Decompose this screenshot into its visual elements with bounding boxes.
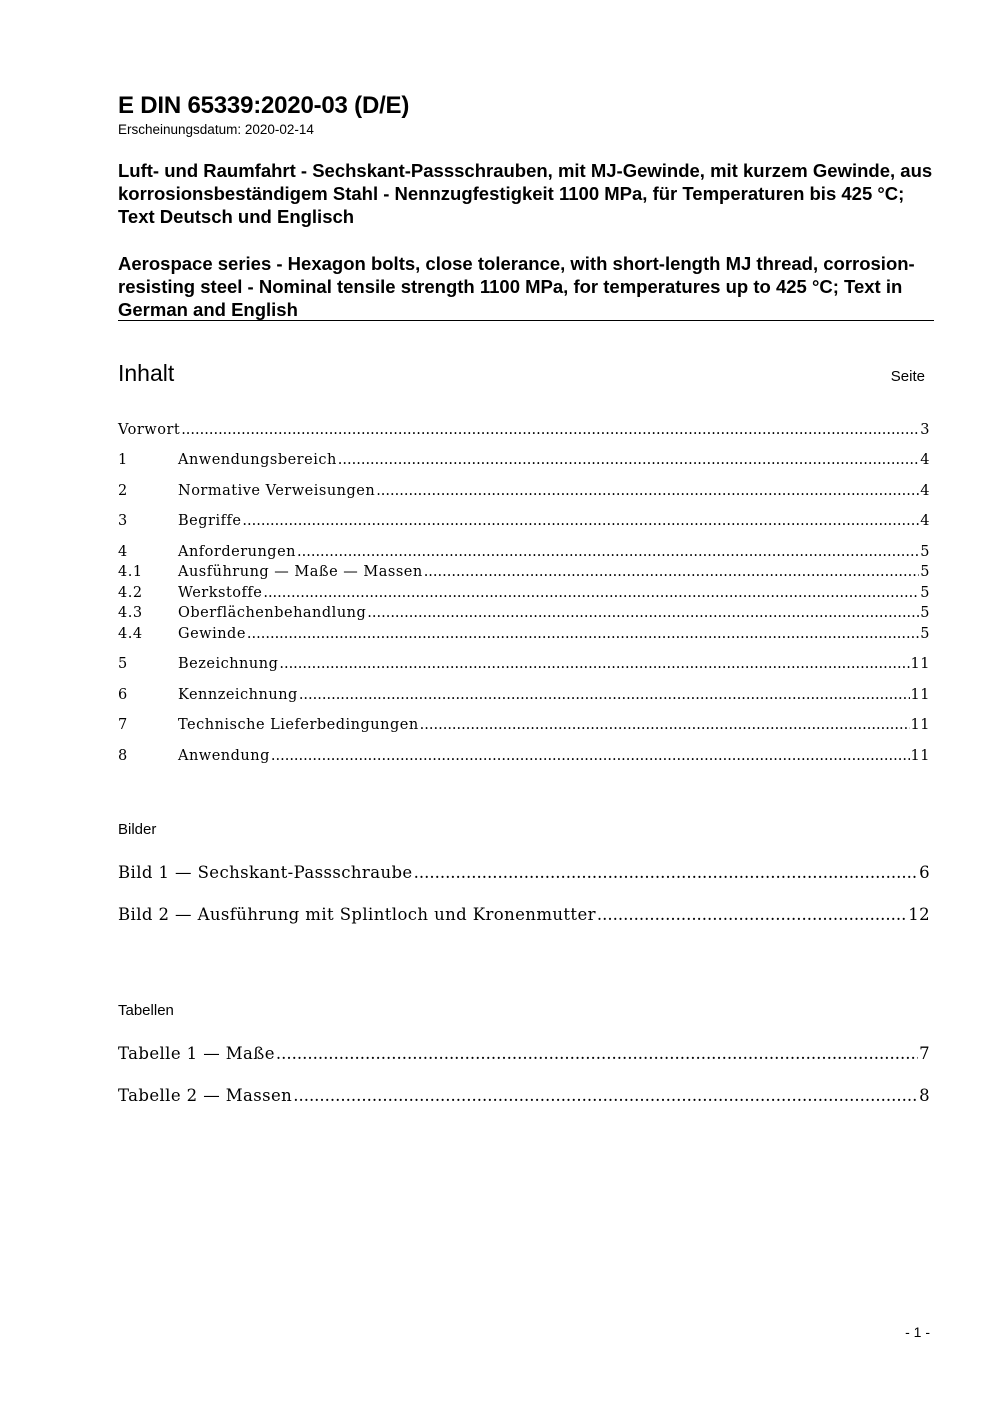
toc-leader <box>276 1044 918 1063</box>
toc-leader <box>293 1086 918 1105</box>
toc-entry[interactable] <box>118 479 930 499</box>
figures-heading: Bilder <box>118 821 157 838</box>
toc-leader <box>597 905 907 924</box>
toc-leader <box>376 483 919 499</box>
publication-date: Erscheinungsdatum: 2020-02-14 <box>118 122 314 137</box>
toc-leader <box>181 422 919 438</box>
toc-entry-text: Vorwort <box>118 422 181 438</box>
toc-leader <box>297 544 919 560</box>
toc-page-label: Seite <box>890 368 925 385</box>
table-entry-text: Tabelle 2 — Massen <box>118 1086 293 1105</box>
toc-heading: Inhalt <box>118 360 175 386</box>
toc-entry-page: 5 <box>920 564 930 580</box>
table-entry[interactable] <box>118 1041 930 1063</box>
toc-entry-text: Anwendungsbereich <box>178 452 337 468</box>
toc-entry-text: Gewinde <box>178 626 246 642</box>
toc-entry-text: Bezeichnung <box>178 656 279 672</box>
toc-entry-number: 7 <box>118 717 128 733</box>
toc-entry-number: 6 <box>118 687 128 703</box>
figure-entry[interactable] <box>118 902 930 924</box>
toc-leader <box>299 687 910 703</box>
page-number: - 1 - <box>905 1324 930 1340</box>
toc-entry-number: 4 <box>118 544 128 560</box>
toc-entry[interactable] <box>118 683 930 703</box>
toc-entry[interactable] <box>118 581 930 601</box>
toc-entry[interactable] <box>118 540 930 560</box>
toc-leader <box>367 605 919 621</box>
toc-entry-page: 4 <box>920 483 930 499</box>
title-divider <box>118 320 934 321</box>
toc-leader <box>420 717 910 733</box>
toc-entry[interactable] <box>118 509 930 529</box>
toc-entry[interactable] <box>118 744 930 764</box>
toc-entry-page: 11 <box>910 656 930 672</box>
toc-entry-text: Oberflächenbehandlung <box>178 605 367 621</box>
toc-entry-page: 5 <box>920 605 930 621</box>
toc-leader <box>338 452 919 468</box>
toc-leader <box>271 748 910 764</box>
toc-entry-text: Normative Verweisungen <box>178 483 376 499</box>
document-id: E DIN 65339:2020-03 (D/E) <box>118 92 410 119</box>
toc-entry-number: 4.2 <box>118 585 143 601</box>
toc-entry-page: 11 <box>910 687 930 703</box>
toc-entry-page: 3 <box>920 422 930 438</box>
toc-entry[interactable] <box>118 652 930 672</box>
toc-entry-text: Technische Lieferbedingungen <box>178 717 419 733</box>
toc-leader <box>242 513 919 529</box>
table-entry-text: Tabelle 1 — Maße <box>118 1044 275 1063</box>
toc-leader <box>424 564 920 580</box>
toc-entry-number: 5 <box>118 656 128 672</box>
title-english: Aerospace series - Hexagon bolts, close tolerance, with short-length MJ thread, corrosion-resisting steel - Nominal tensile strength 1100 MPa, for temperatures up to 425 °C; Text in German and English <box>118 253 915 320</box>
figure-entry-text: Bild 1 — Sechskant-Passschraube <box>118 863 413 882</box>
toc-entry-page: 5 <box>920 626 930 642</box>
toc-entry-number: 4.3 <box>118 605 143 621</box>
toc-entry[interactable] <box>118 601 930 621</box>
toc-entry-text: Kennzeichnung <box>178 687 298 703</box>
table-entry[interactable] <box>118 1083 930 1105</box>
toc-entry-number: 1 <box>118 452 128 468</box>
figure-entry-page: 12 <box>908 905 930 924</box>
toc-entry-page: 5 <box>920 544 930 560</box>
figure-entry-page: 6 <box>919 863 930 882</box>
toc-entry-text: Werkstoffe <box>178 585 263 601</box>
toc-entry-number: 2 <box>118 483 128 499</box>
toc-entry-page: 4 <box>920 513 930 529</box>
toc-entry-page: 4 <box>920 452 930 468</box>
toc-leader <box>247 626 919 642</box>
toc-entry-number: 4.1 <box>118 564 143 580</box>
toc-leader <box>414 863 919 882</box>
toc-entry[interactable] <box>118 622 930 642</box>
toc-entry-number: 3 <box>118 513 128 529</box>
figure-entry[interactable] <box>118 860 930 882</box>
toc-leader <box>263 585 919 601</box>
toc-entry-text: Anwendung <box>178 748 270 764</box>
toc-entry-text: Begriffe <box>178 513 242 529</box>
toc-entry-page: 11 <box>910 717 930 733</box>
title-german: Luft- und Raumfahrt - Sechskant-Passschrauben, mit MJ-Gewinde, mit kurzem Gewinde, aus korrosionsbeständigem Stahl - Nennzugfestigkeit 1100 MPa, für Temperaturen bis 425 °C; Text Deutsch und Englisch <box>118 160 933 227</box>
toc-entry[interactable] <box>118 418 930 438</box>
toc-leader <box>279 656 909 672</box>
toc-entry-number: 4.4 <box>118 626 143 642</box>
toc-entry[interactable] <box>118 560 930 580</box>
toc-entry[interactable] <box>118 448 930 468</box>
table-entry-page: 8 <box>919 1086 930 1105</box>
toc-entry-page: 5 <box>920 585 930 601</box>
toc-entry-number: 8 <box>118 748 128 764</box>
toc-entry-text: Ausführung — Maße — Massen <box>178 564 423 580</box>
toc-entry[interactable] <box>118 713 930 733</box>
table-entry-page: 7 <box>919 1044 930 1063</box>
toc-entry-text: Anforderungen <box>178 544 297 560</box>
toc-entry-page: 11 <box>910 748 930 764</box>
tables-heading: Tabellen <box>118 1002 174 1019</box>
figure-entry-text: Bild 2 — Ausführung mit Splintloch und Kronenmutter <box>118 905 596 924</box>
